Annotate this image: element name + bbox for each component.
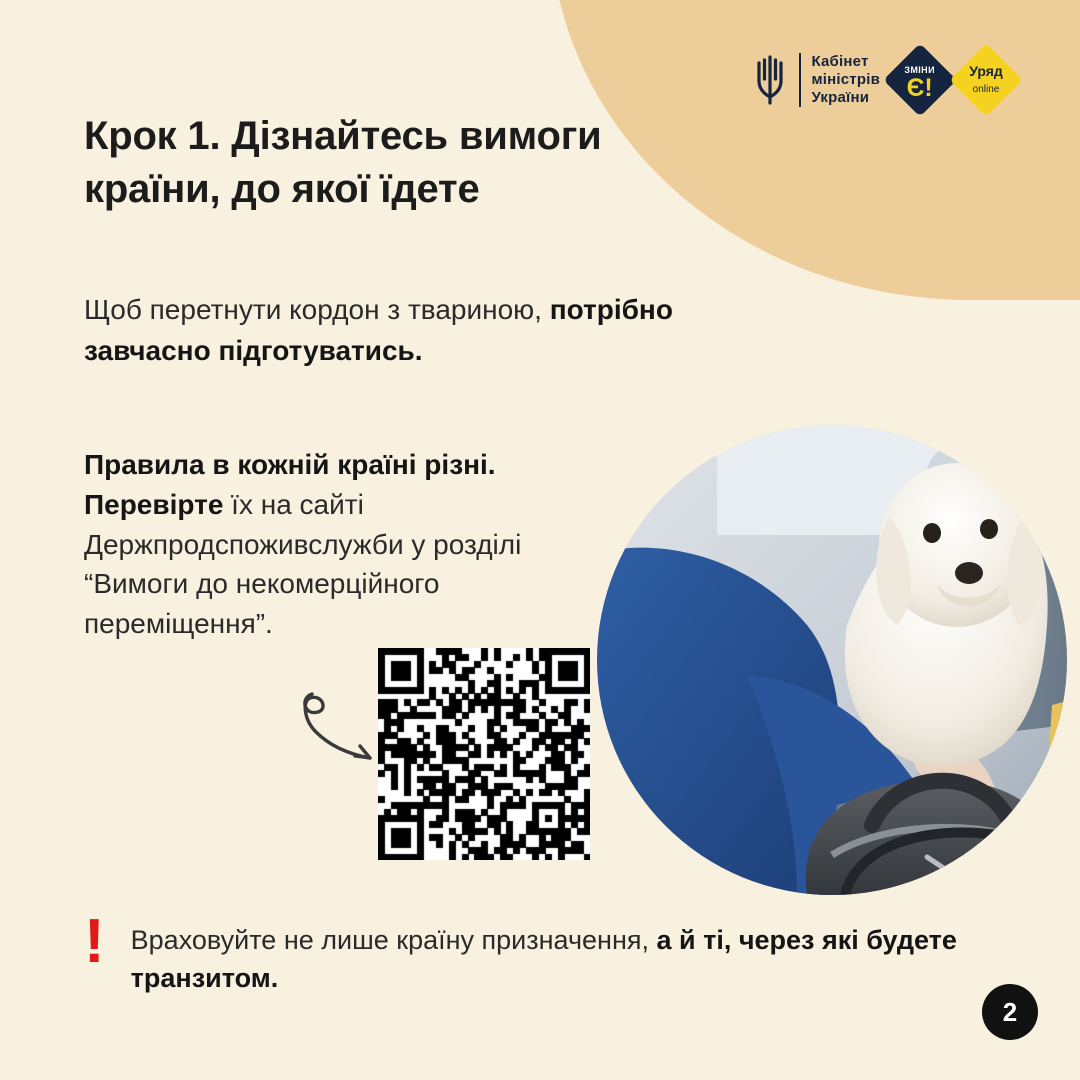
- uryad-online-logo: [949, 43, 1023, 117]
- warning-note-text: [131, 915, 974, 998]
- para1-bold: потрібно завчасно підготуватись.: [84, 294, 673, 366]
- online-label: online: [972, 84, 1000, 95]
- warning-note: [84, 907, 974, 998]
- cabinet-line-3: України: [811, 88, 870, 106]
- note-bold: а й ті, через які будете транзитом.: [130, 925, 957, 994]
- qr-code[interactable]: [378, 648, 590, 860]
- paragraph-country-rules: [84, 445, 584, 644]
- para1-plain: Щоб перетнути кордон з твариною,: [84, 294, 550, 325]
- para2-plain: їх на сайті Держпродспоживслужби у розділі “Вимоги до некомерційного переміщення”.: [84, 488, 522, 639]
- zmini-ye-logo: [883, 43, 957, 117]
- curved-arrow-icon: [300, 672, 384, 782]
- trident-icon: [755, 52, 785, 108]
- ye-label: Є!: [906, 73, 934, 102]
- logo-bar: [755, 52, 1012, 108]
- zmini-label: ЗМІНИ: [904, 64, 936, 75]
- cabinet-line-2: міністрів: [811, 71, 880, 89]
- note-plain: Враховуйте не лише країну призначення,: [130, 925, 657, 955]
- cabinet-of-ministers-label: [799, 53, 880, 106]
- page-title: Крок 1. Дізнайтесь вимоги країни, до якої їдете: [84, 114, 602, 211]
- exclamation-mark-icon: !: [84, 907, 105, 976]
- para2-bold: Правила в кожній країні різні. Перевірте: [84, 449, 496, 520]
- paragraph-requirements: [84, 290, 784, 371]
- photo-dog-in-carrier: [597, 425, 1067, 895]
- cabinet-line-1: Кабінет: [811, 53, 869, 71]
- uryad-label: Уряд: [969, 63, 1003, 79]
- page-number-badge: 2: [982, 984, 1038, 1040]
